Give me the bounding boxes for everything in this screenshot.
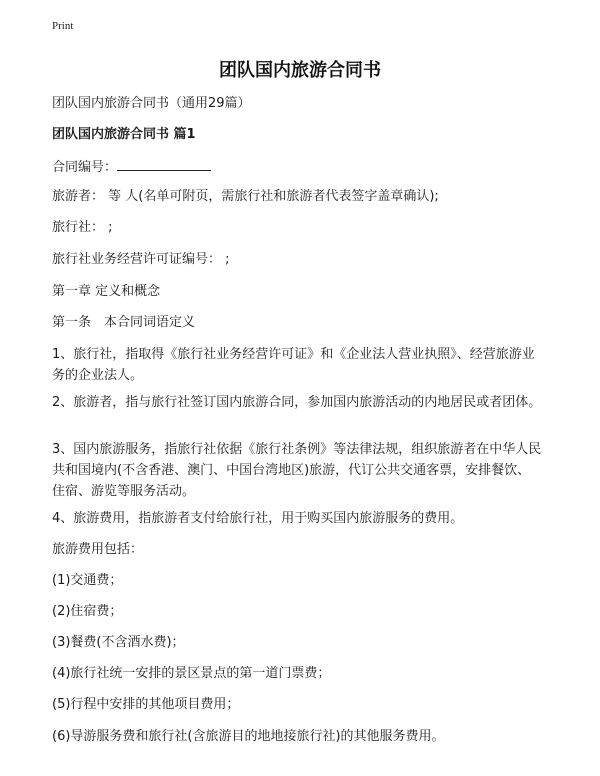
definition-1: 1、旅行社，指取得《旅行社业务经营许可证》和《企业法人营业执照》、经营旅游业务的企业法人。 bbox=[52, 347, 535, 383]
definition-3: 3、国内旅游服务，指旅行社依据《旅行社条例》等法律法规，组织旅游者在中华人民共和国境内(不含香港、澳门、中国台湾地区)旅游，代订公共交通客票，安排餐饮、住宿、游览等服务活动。 bbox=[52, 442, 542, 499]
fee-item: (3)餐费(不含酒水费)； bbox=[52, 635, 185, 650]
definition-4: 4、旅游费用，指旅游者支付给旅行社，用于购买国内旅游服务的费用。 bbox=[52, 511, 464, 526]
print-label: Print bbox=[52, 20, 74, 32]
document-subtitle: 团队国内旅游合同书（通用29篇） bbox=[52, 96, 251, 111]
contract-number-blank bbox=[117, 156, 211, 171]
fee-item: (1)交通费； bbox=[52, 573, 123, 588]
fees-intro: 旅游费用包括： bbox=[52, 542, 144, 557]
contract-number-label: 合同编号： bbox=[52, 160, 118, 175]
definition-2: 2、旅游者，指与旅行社签订国内旅游合同，参加国内旅游活动的内地居民或者团体。 bbox=[52, 395, 542, 410]
license-line: 旅行社业务经营许可证编号： ; bbox=[52, 252, 230, 267]
document-title: 团队国内旅游合同书 bbox=[219, 60, 381, 81]
traveler-line: 旅游者： 等 人(名单可附页，需旅行社和旅游者代表签字盖章确认); bbox=[52, 189, 439, 204]
chapter-heading: 第一章 定义和概念 bbox=[52, 284, 161, 299]
fee-item: (6)导游服务费和旅行社(含旅游目的地地接旅行社)的其他服务费用。 bbox=[52, 729, 445, 744]
fee-item: (2)住宿费； bbox=[52, 604, 123, 619]
agency-line: 旅行社： ; bbox=[52, 220, 113, 235]
section-heading: 团队国内旅游合同书 篇1 bbox=[52, 127, 196, 142]
article-heading: 第一条 本合同词语定义 bbox=[52, 315, 196, 330]
fee-item: (5)行程中安排的其他项目费用； bbox=[52, 697, 240, 712]
contract-number-line bbox=[52, 156, 552, 178]
fee-item: (4)旅行社统一安排的景区景点的第一道门票费； bbox=[52, 666, 331, 681]
